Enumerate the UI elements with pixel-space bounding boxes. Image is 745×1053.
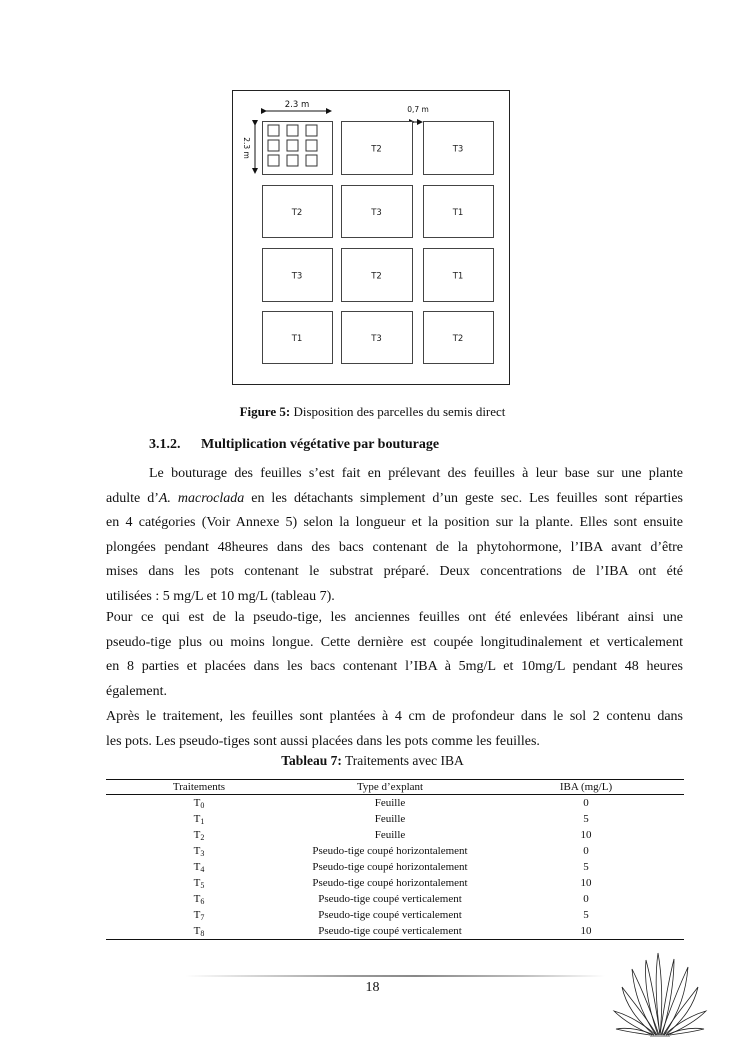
treatment-subscript: 4 <box>200 865 205 874</box>
text-line: utilisées : 5 mg/L et 10 mg/L (tableau 7). <box>106 588 335 604</box>
figure-caption-text: Disposition des parcelles du semis direct <box>290 404 506 419</box>
subplot-square <box>268 140 279 151</box>
plot-treatment-label: T1 <box>452 271 464 282</box>
plot-layout-diagram <box>0 0 745 400</box>
plot-treatment-label: T3 <box>291 271 303 282</box>
table-row <box>106 891 684 907</box>
explant-type-cell: Pseudo-tige coupé verticalement <box>318 893 462 905</box>
subplot-square <box>287 155 298 166</box>
section-heading <box>149 437 439 453</box>
explant-type-cell: Pseudo-tige coupé horizontalement <box>312 877 468 889</box>
iba-concentration-cell: 10 <box>488 923 684 940</box>
iba-concentration-cell: 0 <box>583 845 589 857</box>
table-row <box>106 811 684 827</box>
explant-type-cell: Feuille <box>374 829 406 841</box>
treatment-cell: $T_5$ <box>193 877 205 890</box>
iba-concentration-cell: 5 <box>583 909 589 921</box>
text-line: également. <box>106 683 168 699</box>
agave-plant-icon <box>610 945 710 1040</box>
plot-treatment-label: T2 <box>291 208 303 218</box>
table-caption-label: Tableau 7: <box>281 753 342 768</box>
table-row <box>106 859 684 875</box>
table-caption-text: Traitements avec IBA <box>341 753 464 768</box>
text-line: Après le traitement, les feuilles sont plantées à 4 cm de profondeur dans le sol 2 contenu dans <box>106 709 683 724</box>
subplot-square <box>287 140 298 151</box>
paragraph-bouturage-feuilles <box>106 462 683 609</box>
subplot-square <box>306 140 317 151</box>
figure-caption <box>0 404 745 420</box>
treatment-subscript: 1 <box>200 817 205 826</box>
column-header: IBA (mg/L) <box>488 780 684 795</box>
text-line: en 8 parties et placées dans les bacs contenant l’IBA à 5mg/L et 10mg/L pendant 48 heures <box>106 659 683 674</box>
iba-concentration-cell: 5 <box>583 861 589 873</box>
plot-treatment-label: T2 <box>452 334 464 344</box>
plot-treatment-label: T3 <box>371 334 382 344</box>
table-caption <box>0 753 745 769</box>
column-header: Type d’explant <box>292 780 488 795</box>
explant-type-cell: Pseudo-tige coupé horizontalement <box>312 861 468 873</box>
plot-treatment-label: T1 <box>291 334 303 344</box>
treatment-subscript: 8 <box>200 929 205 938</box>
text-line <box>106 487 683 512</box>
explant-type-cell: Pseudo-tige coupé horizontalement <box>312 845 468 857</box>
footer-divider <box>185 975 605 977</box>
iba-concentration-cell: 0 <box>583 893 589 905</box>
explant-type-cell: Pseudo-tige coupé verticalement <box>292 923 488 940</box>
figure-caption-label: Figure 5: <box>239 404 291 419</box>
treatment-cell: $T_2$ <box>193 829 205 842</box>
species-name: A. macroclada <box>158 490 245 506</box>
table-row <box>106 923 684 940</box>
table-header-row <box>106 780 684 795</box>
treatment-subscript: 0 <box>200 801 205 810</box>
paragraph-apres-traitement <box>106 705 683 754</box>
text-line: mises dans les pots contenant le substrat préparé. Deux concentrations de l’IBA ont été <box>106 564 683 579</box>
table-row <box>106 907 684 923</box>
table-row <box>106 843 684 859</box>
treatment-subscript: 5 <box>200 881 205 890</box>
treatment-cell: $T_0$ <box>193 797 205 810</box>
height-dimension-label: 2.3 m <box>242 137 251 159</box>
subplot-square <box>268 155 279 166</box>
treatment-cell: $T_8$ <box>106 923 292 940</box>
plot-treatment-label: T3 <box>371 208 382 218</box>
text-line: Pour ce qui est de la pseudo-tige, les anciennes feuilles ont été enlevées libérant ainsi une <box>106 610 683 625</box>
table-row <box>106 827 684 843</box>
text-line: en 4 catégories (Voir Annexe 5) selon la longueur et la position sur la plante. Elles sont ensuite <box>106 515 683 530</box>
text-span: adulte d’ <box>106 490 159 506</box>
iba-concentration-cell: 10 <box>580 829 592 841</box>
table-row <box>106 795 684 812</box>
treatment-cell: $T_7$ <box>193 909 205 922</box>
explant-type-cell: Feuille <box>374 797 406 809</box>
page-number: 18 <box>365 980 380 995</box>
text-line: Le bouturage des feuilles s’est fait en prélevant des feuilles à leur base sur une plante <box>149 466 683 481</box>
plot-treatment-label: T2 <box>371 144 382 155</box>
iba-concentration-cell: 0 <box>583 797 589 809</box>
plot-treatment-label: T2 <box>371 271 382 282</box>
text-span: en les détachants simplement d’un geste sec. Les feuilles sont réparties <box>244 490 683 506</box>
table-row <box>106 875 684 891</box>
column-header: Traitements <box>106 780 292 795</box>
subplot-square <box>306 125 317 136</box>
text-line: plongées pendant 48heures dans des bacs contenant de la phytohormone, l’IBA avant d’être <box>106 539 683 555</box>
treatment-cell: $T_4$ <box>193 861 205 874</box>
treatment-subscript: 6 <box>200 897 205 906</box>
treatment-subscript: 3 <box>200 849 205 858</box>
section-title: Multiplication végétative par bouturage <box>201 437 440 452</box>
width-dimension-label: 2.3 m <box>284 100 310 110</box>
treatments-table <box>106 779 684 940</box>
gap-dimension-label: 0,7 m <box>407 105 429 114</box>
plot-treatment-label: T1 <box>452 208 464 218</box>
text-line: les pots. Les pseudo-tiges sont aussi placées dans les pots comme les feuilles. <box>106 733 540 749</box>
subplot-square <box>268 125 279 136</box>
explant-type-cell: Feuille <box>374 813 406 825</box>
treatment-subscript: 2 <box>200 833 205 842</box>
explant-type-cell: Pseudo-tige coupé verticalement <box>318 909 462 921</box>
plot-treatment-label: T3 <box>452 144 464 155</box>
subplot-square <box>287 125 298 136</box>
treatment-cell: $T_3$ <box>193 845 205 858</box>
treatment-cell: $T_1$ <box>193 813 205 826</box>
paragraph-pseudo-tige <box>106 606 683 704</box>
treatment-subscript: 7 <box>200 913 205 922</box>
section-number: 3.1.2. <box>149 437 181 452</box>
subplot-square <box>306 155 317 166</box>
text-line: pseudo-tige plus ou moins longue. Cette dernière est coupée longitudinalement et verticalement <box>106 634 683 650</box>
iba-concentration-cell: 5 <box>583 813 589 825</box>
iba-concentration-cell: 10 <box>580 877 592 889</box>
treatment-cell: $T_6$ <box>193 893 205 906</box>
